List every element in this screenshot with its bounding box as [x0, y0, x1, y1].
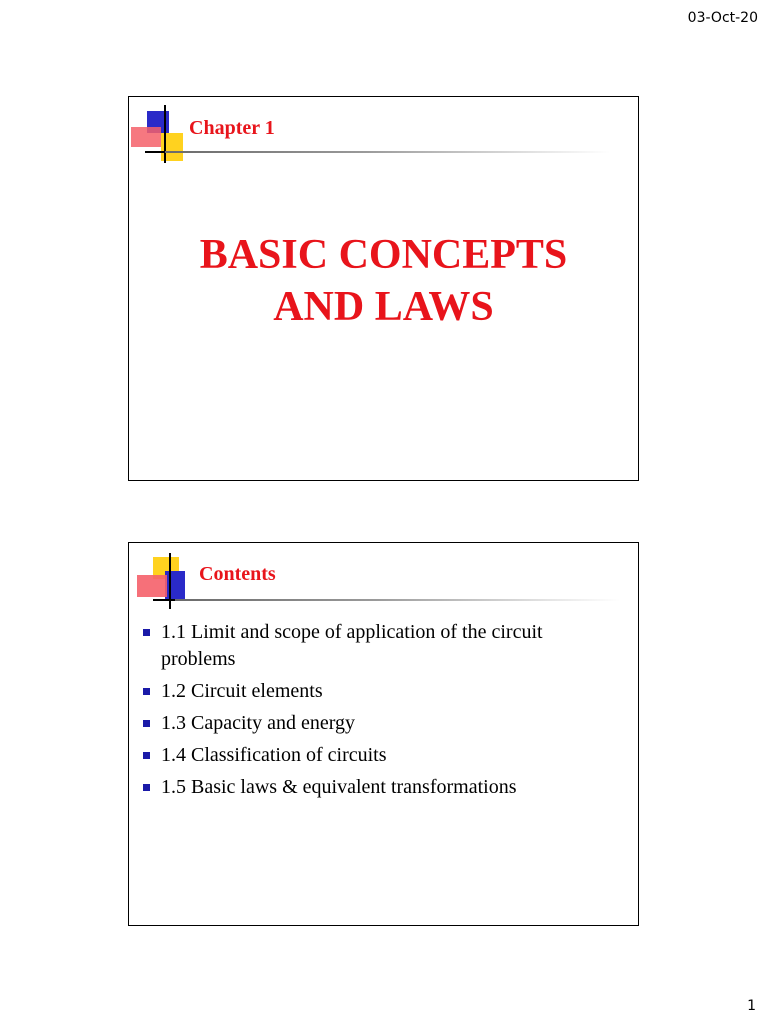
list-item: [143, 678, 618, 705]
title-rule: [165, 151, 610, 153]
list-item-text: 1.1 Limit and scope of application of the circuit problems: [161, 621, 543, 670]
contents-heading: Contents: [199, 563, 276, 585]
slide-logo-icon: [129, 543, 199, 613]
chapter-heading: Chapter 1: [189, 117, 275, 139]
list-item: [143, 710, 618, 737]
contents-list: [143, 619, 618, 806]
list-item-text: 1.2 Circuit elements: [161, 680, 323, 702]
list-item-text: 1.4 Classification of circuits: [161, 744, 387, 766]
square-bullet-icon: [143, 784, 150, 791]
square-bullet-icon: [143, 688, 150, 695]
list-item: [143, 774, 618, 801]
square-bullet-icon: [143, 752, 150, 759]
slide-title: [128, 96, 639, 481]
chapter-title: [129, 229, 638, 333]
list-item: [143, 619, 618, 673]
title-rule: [175, 599, 620, 601]
list-item: [143, 742, 618, 769]
square-bullet-icon: [143, 629, 150, 636]
chapter-title-line-2: AND LAWS: [273, 284, 494, 330]
list-item-text: 1.5 Basic laws & equivalent transformations: [161, 776, 517, 798]
slide-contents: [128, 542, 639, 926]
page-number: 1: [747, 998, 756, 1014]
list-item-text: 1.3 Capacity and energy: [161, 712, 356, 734]
square-bullet-icon: [143, 720, 150, 727]
page-date: 03-Oct-20: [687, 10, 758, 26]
chapter-title-line-1: BASIC CONCEPTS: [199, 232, 568, 278]
slide-logo-icon: [129, 97, 189, 167]
